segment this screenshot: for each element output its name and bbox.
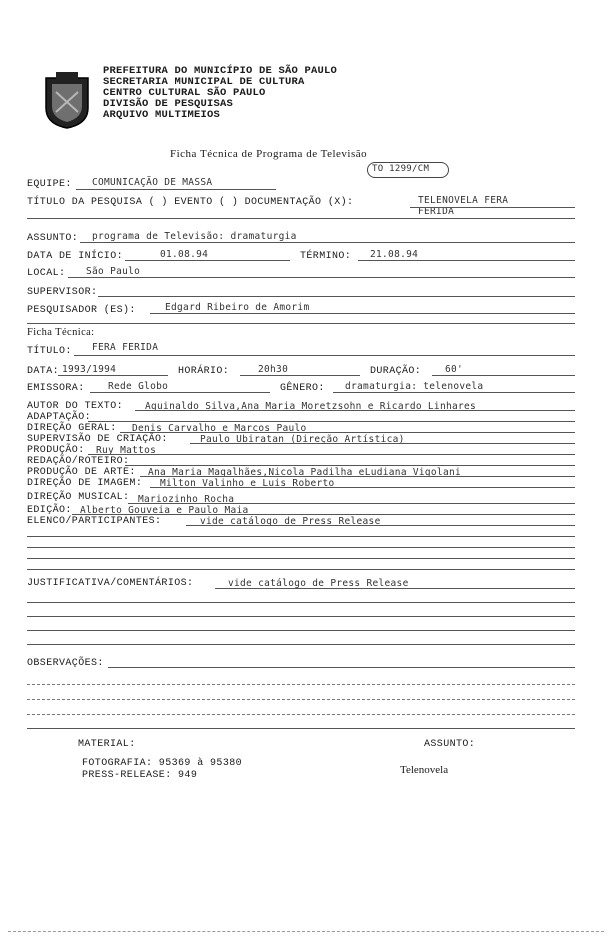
- emissora-label: EMISSORA:: [27, 383, 85, 394]
- adaptacao-label: ADAPTAÇÃO:: [27, 412, 92, 423]
- justificativa-value: vide catálogo de Press Release: [228, 578, 409, 589]
- header-line-1: PREFEITURA DO MUNICÍPIO DE SÃO PAULO: [103, 65, 338, 77]
- city-seal-icon: [42, 72, 92, 130]
- form-title: Ficha Técnica de Programa de Televisão: [170, 148, 368, 160]
- ficha-tecnica-heading: Ficha Técnica:: [27, 327, 95, 338]
- emissora-value: Rede Globo: [108, 381, 169, 392]
- edicao-label: EDIÇÃO:: [27, 505, 72, 516]
- pesquisador-label: PESQUISADOR (ES):: [27, 305, 136, 316]
- direcao-musical-value: Mariozinho Rocha: [138, 494, 235, 505]
- supervisao-criacao-label: SUPERVISÃO DE CRIAÇÃO:: [27, 434, 168, 445]
- data-inicio-label: DATA DE INÍCIO:: [27, 251, 124, 262]
- data-value: 1993/1994: [62, 364, 117, 375]
- redacao-label: REDAÇÃO/ROTEIRO:: [27, 456, 130, 467]
- autor-label: AUTOR DO TEXTO:: [27, 401, 124, 412]
- producao-label: PRODUÇÃO:: [27, 445, 85, 456]
- elenco-value: vide catálogo de Press Release: [200, 516, 381, 527]
- material-press-release: PRESS-RELEASE: 949: [82, 770, 198, 781]
- header-line-2: SECRETARIA MUNICIPAL DE CULTURA: [103, 76, 305, 88]
- producao-value: Ruy Mattos: [96, 445, 157, 456]
- genero-label: GÊNERO:: [280, 383, 325, 394]
- equipe-value: COMUNICAÇÃO DE MASSA: [92, 177, 213, 188]
- assunto-label: ASSUNTO:: [27, 233, 79, 244]
- header-line-5: ARQUIVO MULTIMEIOS: [103, 109, 221, 121]
- justificativa-label: JUSTIFICATIVA/COMENTÁRIOS:: [27, 578, 194, 589]
- stamp-code: TO 1299/CM: [372, 164, 430, 174]
- titulo-value: FERA FERIDA: [92, 342, 159, 353]
- assunto-value: programa de Televisão: dramaturgia: [92, 231, 297, 242]
- direcao-musical-label: DIREÇÃO MUSICAL:: [27, 492, 130, 503]
- titulo-pesquisa-value-2: FERIDA: [418, 206, 455, 217]
- supervisor-label: SUPERVISOR:: [27, 287, 98, 298]
- material-fotografia: FOTOGRAFIA: 95369 à 95380: [82, 758, 243, 769]
- observacoes-label: OBSERVAÇÕES:: [27, 658, 104, 669]
- horario-value: 20h30: [258, 364, 289, 375]
- supervisao-criacao-value: Paulo Ubiratan (Direção Artística): [200, 434, 405, 445]
- equipe-label: EQUIPE:: [27, 179, 72, 190]
- producao-arte-value: Ana Maria Magalhães,Nicola Padilha eLudiana Vigolani: [148, 467, 462, 478]
- header-line-3: CENTRO CULTURAL SÃO PAULO: [103, 87, 266, 99]
- direcao-geral-value: Denis Carvalho e Marcos Paulo: [132, 423, 307, 434]
- pesquisador-value: Edgard Ribeiro de Amorim: [165, 302, 310, 313]
- direcao-imagem-label: DIREÇÃO DE IMAGEM:: [27, 478, 143, 489]
- horario-label: HORÁRIO:: [178, 366, 230, 377]
- local-label: LOCAL:: [27, 268, 66, 279]
- data-inicio-value: 01.08.94: [160, 249, 209, 260]
- assunto-final-label: ASSUNTO:: [424, 739, 476, 750]
- local-value: São Paulo: [86, 266, 141, 277]
- elenco-label: ELENCO/PARTICIPANTES:: [27, 516, 162, 527]
- duracao-label: DURAÇÃO:: [370, 366, 422, 377]
- direcao-geral-label: DIREÇÃO GERAL:: [27, 423, 117, 434]
- duracao-value: 60': [445, 364, 464, 375]
- autor-value: Aguinaldo Silva,Ana Maria Moretzsohn e Ricardo Linhares: [145, 401, 477, 412]
- producao-arte-label: PRODUÇÃO DE ARTE:: [27, 467, 136, 478]
- material-label: MATERIAL:: [78, 739, 136, 750]
- edicao-value: Alberto Gouveia e Paulo Maia: [80, 505, 249, 516]
- genero-value: dramaturgia: telenovela: [345, 381, 484, 392]
- termino-label: TÉRMINO:: [300, 251, 352, 262]
- titulo-pesquisa-label: TÍTULO DA PESQUISA ( ) EVENTO ( ) DOCUMENTAÇÃO (X):: [27, 197, 354, 208]
- direcao-imagem-value: Milton Valinho e Luis Roberto: [160, 478, 335, 489]
- assunto-final-value: Telenovela: [400, 764, 449, 776]
- termino-value: 21.08.94: [370, 249, 419, 260]
- header-line-4: DIVISÃO DE PESQUISAS: [103, 98, 234, 110]
- titulo-pesquisa-value-1: TELENOVELA FERA: [418, 195, 509, 206]
- data-label: DATA:: [27, 366, 60, 377]
- titulo-label: TÍTULO:: [27, 346, 72, 357]
